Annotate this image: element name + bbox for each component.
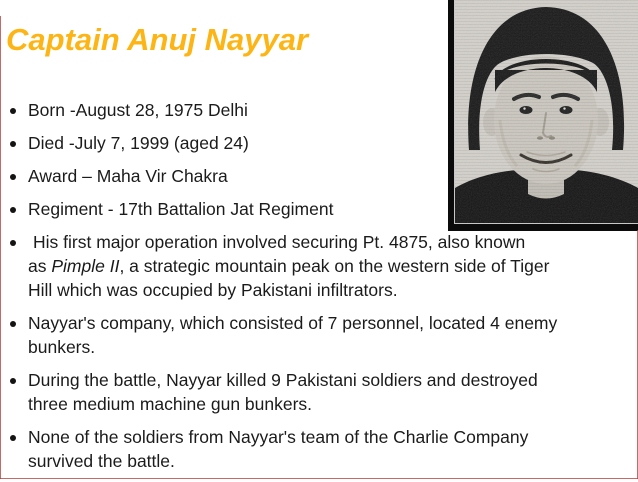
bullet-icon: [8, 164, 28, 188]
bullet-icon: [8, 98, 28, 122]
bullet-text: None of the soldiers from Nayyar's team of the Charlie Company survived the battle.: [28, 427, 529, 471]
bullet-icon: [8, 368, 28, 392]
bullet-icon: [8, 425, 28, 449]
list-item: [8, 368, 634, 416]
portrait-photo-frame: [448, 0, 638, 231]
bullet-text: His first major operation involved securing Pt. 4875, also known as Pimple II, a strategic mountain peak on the western side of Tiger Hill which was occupied by Pakistani infiltrators.: [28, 232, 550, 300]
list-item: [8, 311, 634, 359]
italic-term: Pimple II: [51, 256, 120, 276]
bullet-text: During the battle, Nayyar killed 9 Pakistani soldiers and destroyed three medium machine gun bunkers.: [28, 370, 538, 414]
bullet-text: Regiment - 17th Battalion Jat Regiment: [28, 199, 334, 219]
bullet-icon: [8, 131, 28, 155]
slide-border-left: [0, 16, 1, 479]
bullet-text: Award – Maha Vir Chakra: [28, 166, 228, 186]
slide-title: Captain Anuj Nayyar: [6, 22, 309, 57]
portrait-illustration: [455, 0, 638, 223]
bullet-text: Died -July 7, 1999 (aged 24): [28, 133, 249, 153]
list-item: [8, 425, 634, 473]
portrait-photo: [454, 0, 638, 224]
bullet-icon: [8, 230, 28, 254]
list-item: [8, 230, 634, 302]
bullet-text: Born -August 28, 1975 Delhi: [28, 100, 248, 120]
bullet-icon: [8, 311, 28, 335]
bullet-text: Nayyar's company, which consisted of 7 personnel, located 4 enemy bunkers.: [28, 313, 558, 357]
bullet-icon: [8, 197, 28, 221]
